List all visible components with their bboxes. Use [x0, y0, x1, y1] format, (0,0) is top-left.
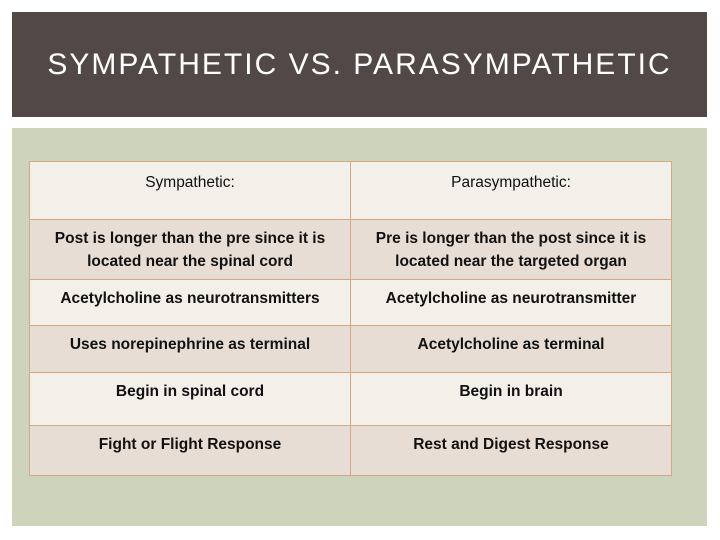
slide-title: SYMPATHETIC VS. PARASYMPATHETIC: [47, 47, 672, 81]
table-row: [30, 280, 672, 326]
table-cell: Begin in spinal cord: [30, 373, 351, 426]
table-row: [30, 326, 672, 373]
header-cell-parasympathetic: Parasympathetic:: [351, 162, 672, 220]
table-cell: Pre is longer than the post since it is located near the targeted organ: [351, 220, 672, 280]
table-row: [30, 373, 672, 426]
title-band: [12, 12, 707, 117]
header-cell-sympathetic: Sympathetic:: [30, 162, 351, 220]
table-row: [30, 426, 672, 476]
table-cell: Rest and Digest Response: [351, 426, 672, 476]
table-header-row: [30, 162, 672, 220]
table-row: [30, 220, 672, 280]
table-cell: Post is longer than the pre since it is located near the spinal cord: [30, 220, 351, 280]
table-cell: Acetylcholine as neurotransmitter: [351, 280, 672, 326]
table-cell: Begin in brain: [351, 373, 672, 426]
comparison-table: [29, 161, 672, 476]
table-cell: Acetylcholine as neurotransmitters: [30, 280, 351, 326]
table-cell: Uses norepinephrine as terminal: [30, 326, 351, 373]
table-cell: Fight or Flight Response: [30, 426, 351, 476]
table-cell: Acetylcholine as terminal: [351, 326, 672, 373]
